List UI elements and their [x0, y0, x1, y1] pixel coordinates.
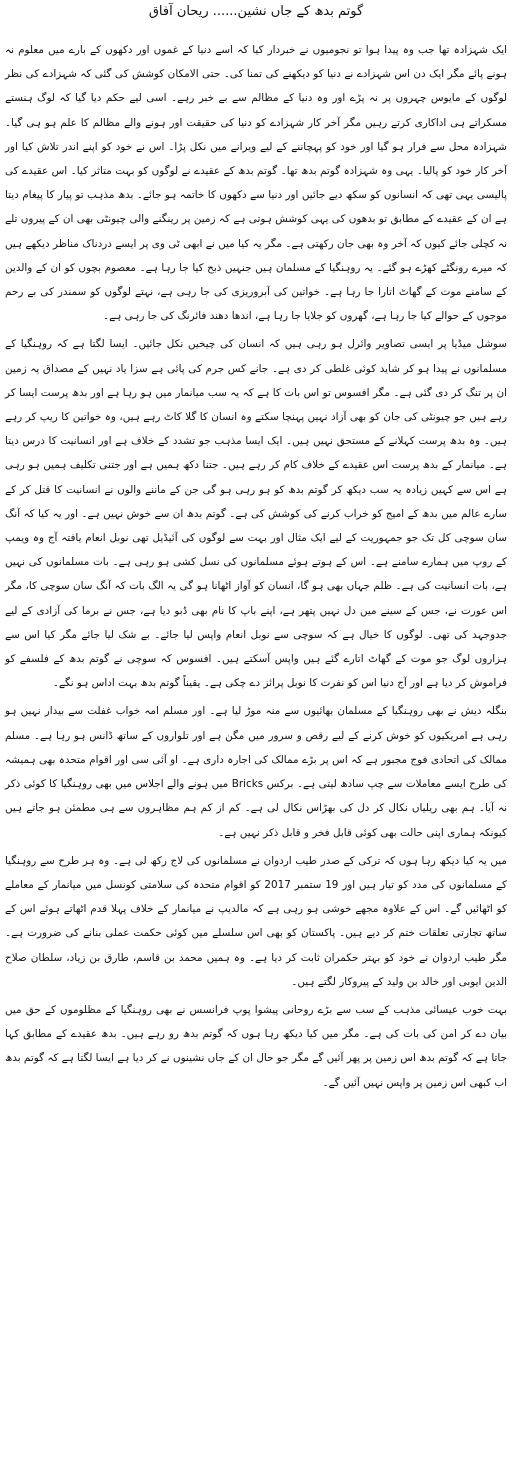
article-body [5, 38, 507, 1095]
article-paragraph-1: ایک شہزادہ تھا جب وہ پیدا ہوا تو نجومیوں نے خبردار کیا کہ اسے دنیا کے غموں اور دکھوں کے بارے میں معلوم نہ ہونے پائے مگر ایک دن اس شہزادے نے دنیا کو دیکھنے کی تمنا کی۔ حتی الامکان کوشش کی گئی کہ شہزادے کی نظر لوگوں کے مایوس چہروں پر نہ پڑے اور وہ دنیا کے مظالم سے بے خبر رہے۔ اسی لیے حکم دیا گیا کہ لوگ ہنستے مسکراتے ہی اداکاری کرتے رہیں مگر آخر کار شہزادے کو دنیا کی حقیقت اور ہونے والے مظالم کا علم ہو ہی گیا۔ شہزادہ محل سے فرار ہو گیا اور خود کو پہچاننے کے لیے ویرانے میں نکل پڑا۔ اس نے خود کو اپنے اندر تلاش کیا اور آخر کار خود کو پالیا۔ یہی وہ شہزادہ گوتم بدھ تھا۔ گوتم بدھ کے عقیدے نے لوگوں کو بہت متاثر کیا۔ اس عقیدے کی پالیسی یہی تھی کہ انسانوں کو سکھ دیے جائیں اور دنیا سے دکھوں کا خاتمہ ہو جائے۔ بدھ مذہب تو پیار کا پیغام دیتا ہے ان کے عقیدے کے مطابق تو بدھوں کی یہی کوشش ہوتی ہے کہ زمین پر رینگنے والی چیونٹی بھی ان کے پیروں تلے نہ کچلی جائے کیوں کہ آخر وہ بھی جان رکھتی ہے۔ مگر یہ کیا میں نے ابھی ٹی وی پر ایسے دردناک مناظر دیکھے ہیں کہ میرے رونگٹے کھڑے ہو گئے۔ یہ روہنگیا کے مسلمان ہیں جنہیں ذبح کیا جا رہا ہے۔ معصوم بچوں کو ان کے والدین کے سامنے موت کے گھاٹ اتارا جا رہا ہے۔ خواتین کی آبروریزی کی جا رہی ہے، نہتے لوگوں کو سمندر کی بے رحم موجوں کے حوالے کیا جا رہا ہے، گھروں کو جلایا جا رہا ہے، اندھا دھند فائرنگ کی جا رہی ہے۔ [5, 44, 507, 323]
article-paragraph-5: بہت خوب عیسائی مذہب کے سب سے بڑے روحانی پیشوا پوپ فرانسس نے بھی روہنگیا کے مظلوموں کے حق میں بیان دے کر امن کی بات کی ہے۔ مگر میں کیا دیکھ رہا ہوں کہ گوتم بدھ رو رہے ہیں۔ بدھ عقیدے کے مطابق کہا جاتا ہے کہ گوتم بدھ اس زمین پر پھر آئیں گے مگر جو حال ان کے جاں نشینوں نے کر دیا ہے ایسا لگتا ہے کہ گوتم بدھ اب کبھی اس زمین پر واپس نہیں آئیں گے۔ [5, 1003, 507, 1089]
article-headline: گوتم بدھ کے جاں نشین...... ریحان آفاق [148, 4, 364, 19]
article-paragraph-2: سوشل میڈیا پر ایسی تصاویر وائرل ہو رہی ہیں کہ انسان کی چیخیں نکل جائیں۔ ایسا لگتا ہے کہ روہنگیا کے مسلمانوں نے پیدا ہو کر شاید کوئی غلطی کر دی ہے۔ جانے کس جرم کی پائی ہے سزا یاد نہیں کے مصداق یہ زمین ان پر تنگ کر دی گئی ہے۔ مگر افسوس تو اس بات کا ہے کہ یہ سب میانمار میں ہو رہا ہے اور بدھ پرست ایسا کر رہے ہیں جو چیونٹی کی جان کو بھی آزاد نہیں پہنچا سکتے وہ انسان کا گلا کاٹ رہے ہیں، وہ خواتین کا ریپ کر رہے ہیں۔ وہ بدھ پرست کہلانے کے مستحق نہیں ہیں۔ ایک ایسا مذہب جو تشدد کے خلاف ہے اور انسانیت کا درس دیتا ہے۔ میانمار کے بدھ پرست اس عقیدے کے خلاف کام کر رہے ہیں۔ جتنا دکھ ہمیں ہے اور جتنی تکلیف ہمیں ہو رہی ہے اس سے کہیں زیادہ یہ سب دیکھ کر گوتم بدھ کو ہو رہی ہو گی جن کے ماننے والوں نے انسانیت کا قتل کر کے سارے عالم میں بدھ کے امیج کو خراب کرنے کی کوشش کی ہے۔ گوتم بدھ ان سے خوش نہیں ہے۔ اور یہ کیا کہ آنگ سان سوچی کل تک جو جمہوریت کے لیے ایک مثال اور بہت سے لوگوں کی آئیڈیل تھی نوبل انعام یافتہ آج وہ ویمپ کے روپ میں ہمارے سامنے ہے۔ اس کے ہوتے ہوئے مسلمانوں کی نسل کشی ہو رہی ہے۔ بات مسلمانوں کی نہیں ہے، بات انسانیت کی ہے۔ ظلم جہاں بھی ہو گا، انسان کو آواز اٹھانا ہو گی یہ الگ بات کہ آنگ سان سوچی کا، مگر اس عورت نے، جس کے سینے میں دل نہیں پتھر ہے، اپنے باپ کا نام بھی ڈبو دیا ہے، جس نے برما کی آزادی کے لیے جدوجہد کی تھی۔ لوگوں کا خیال ہے کہ سوچی سے نوبل انعام واپس لیا جائے۔ بے شک لیا جائے مگر کیا اس سے ہزاروں لوگ جو موت کے گھاٹ اتارے گئے ہیں واپس آسکتے ہیں۔ افسوس کہ سوچی نے گوتم بدھ کے فلسفے کو فراموش کر دیا ہے اور آج دنیا اس کو نفرت کا نوبل پرائز دے چکی ہے۔ یقیناً گوتم بدھ بہت اداس ہو نگے۔ [5, 338, 507, 690]
article-paragraph-4: میں یہ کیا دیکھ رہا ہوں کہ ترکی کے صدر طیب اردوان نے مسلمانوں کی لاج رکھ لی ہے۔ وہ ہر طرح سے روہنگیا کے مسلمانوں کی مدد کو تیار ہیں اور 19 ستمبر 2017 کو اقوام متحدہ کی سلامتی کونسل میں میانمار کے معاملے کو اٹھائیں گے۔ اس کے علاوہ مجھے خوشی ہو رہی ہے کہ مالدیپ نے میانمار کے خلاف پہلا قدم اٹھاتے ہوئے اس کے ساتھ تجارتی تعلقات ختم کر دیے ہیں۔ پاکستان کو بھی اس سلسلے میں کوئی حکمت عملی بنانے کی ضرورت ہے۔ مگر طیب اردوان نے خود کو بہتر حکمران ثابت کر دیا ہے۔ وہ ہمیں محمد بن قاسم، طارق بن زیاد، سلطان صلاح الدین ایوبی اور خالد بن ولید کے پیروکار لگتے ہیں۔ [5, 854, 507, 988]
article-paragraph-3: بنگلہ دیش نے بھی روہنگیا کے مسلمان بھائیوں سے منہ موڑ لیا ہے۔ اور مسلم امہ خواب غفلت سے بیدار نہیں ہو رہی ہے امریکیوں کو خوش کرنے کے لیے رقص و سرور میں مگن ہے اور تلواروں کے ساتھ ڈانس ہو رہا ہے۔ مسلم ممالک کی اتحادی فوج مجبور ہے کہ اس پر بڑے ممالک کی اجارہ داری ہے۔ او آئی سی اور اقوام متحدہ بھی ہمیشہ کی طرح ایسے معاملات سے چپ سادھ لیتی ہے۔ برکس Bricks میں ہونے والے اجلاس میں بھی روہنگیا کا کوئی ذکر نہ آیا۔ ہم بھی ریلیاں نکال کر دل کی بھڑاس نکال لی ہے۔ کم از کم ہم مظاہروں سے ہی مطمئن ہو جاتے ہیں کیونکہ ہماری اپنی حالت بھی کوئی قابل فخر و قابل ذکر نہیں ہے۔ [5, 705, 507, 839]
